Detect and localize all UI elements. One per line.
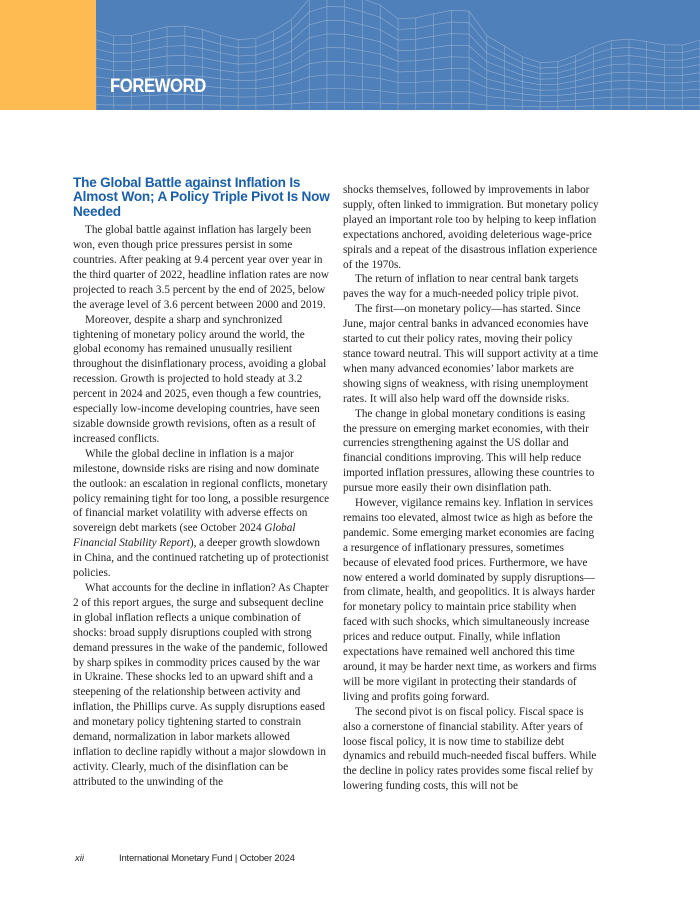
page-footer xyxy=(75,853,295,864)
paragraph: The change in global monetary conditions is easing the pressure on emerging market economies, with their currencies strengthening against the US dollar and financial conditions improving. This will help reduce imported inflation pressures, allowing these countries to pursue more easily their own disinflation path. xyxy=(343,407,595,495)
paragraph-text: While the global decline in inflation is a major milestone, downside risks are rising and now dominate the outlook: an escalation in regional conflicts, monetary policy remaining tight for too long, a possible resurgence of financial market volatility with adverse effects on sovereign debt markets (see October 2024 xyxy=(73,447,330,535)
paragraph: Moreover, despite a sharp and synchronized tightening of monetary policy around the world, the global economy has remained unusually resilient throughout the disinflationary process, avoiding a global recession. Growth is projected to hold steady at 3.2 percent in 2024 and 2025, even though a few countries, especially low-income developing countries, have seen sizable downside growth revisions, often as a result of increased conflicts. xyxy=(73,313,327,445)
paragraph-text: ), a deeper growth slowdown in China, and the continued ratcheting up of protectionist policies. xyxy=(73,537,329,580)
paragraph: What accounts for the decline in inflation? As Chapter 2 of this report argues, the surge and subsequent decline in global inflation reflects a unique combination of shocks: broad supply disruptions coupled with strong demand pressures in the wake of the pandemic, followed by sharp spikes in commodity prices caused by the war in Ukraine. These shocks led to an upward shift and a steepening of the relationship between activity and inflation, the Phillips curve. As supply disruptions eased and monetary policy tightening started to constrain demand, normalization in labor markets allowed inflation to decline rapidly without a major slowdown in activity. Clearly, much of the disinflation can be attributed to the unwinding of the xyxy=(73,581,329,788)
article-heading: The Global Battle against Inflation Is Almost Won; A Policy Triple Pivot Is Now Needed xyxy=(73,175,330,219)
section-title: FOREWORD xyxy=(110,76,206,97)
banner-accent-block xyxy=(0,0,96,110)
left-column xyxy=(73,176,330,790)
footer-source: International Monetary Fund | October 2024 xyxy=(119,853,295,864)
paragraph xyxy=(73,447,330,581)
paragraph: The second pivot is on fiscal policy. Fiscal space is also a cornerstone of financial stability. After years of loose fiscal policy, it is now time to stabilize debt dynamics and rebuild much-needed fiscal buffers. While the decline in policy rates provides some fiscal relief by lowering funding costs, this will not be xyxy=(343,705,597,793)
right-column xyxy=(343,183,600,794)
paragraph: However, vigilance remains key. Inflation in services remains too elevated, almost twice as high as before the pandemic. Some emerging market economies are facing a resurgence of inflationary pressures, sometimes because of elevated food prices. Furthermore, we have now entered a world dominated by supply disruptions—from climate, health, and geopolitics. It is always harder for monetary policy to maintain price stability when faced with such shocks, which simultaneously increase prices and reduce output. Finally, while inflation expectations have remained well anchored this time around, it may be harder next time, as workers and firms will be more vigilant in protecting their standards of living and profits going forward. xyxy=(343,497,597,703)
header-banner xyxy=(0,0,700,110)
paragraph: The global battle against inflation has largely been won, even though price pressures persist in some countries. After peaking at 9.4 percent year over year in the third quarter of 2022, headline inflation rates are now projected to reach 3.5 percent by the end of 2025, below the average level of 3.6 percent between 2000 and 2019. xyxy=(73,224,329,311)
paragraph: shocks themselves, followed by improvements in labor supply, often linked to immigration. But monetary policy played an important role too by helping to keep inflation expectations anchored, avoiding deleterious wage-price spirals and a repeat of the disastrous inflation experience of the 1970s. xyxy=(343,184,599,271)
paragraph: The first—on monetary policy—has started. Since June, major central banks in advanced economies have started to cut their policy rates, moving their policy stance toward neutral. This will support activity at a time when many advanced economies’ labor markets are showing signs of weakness, with rising unemployment rates. It will also help ward off the downside risks. xyxy=(343,303,599,405)
report-title-citation: Global Financial Stability Report xyxy=(73,522,296,550)
page-number: xii xyxy=(75,853,84,864)
paragraph: The return of inflation to near central bank targets paves the way for a much-needed policy triple pivot. xyxy=(343,273,579,301)
